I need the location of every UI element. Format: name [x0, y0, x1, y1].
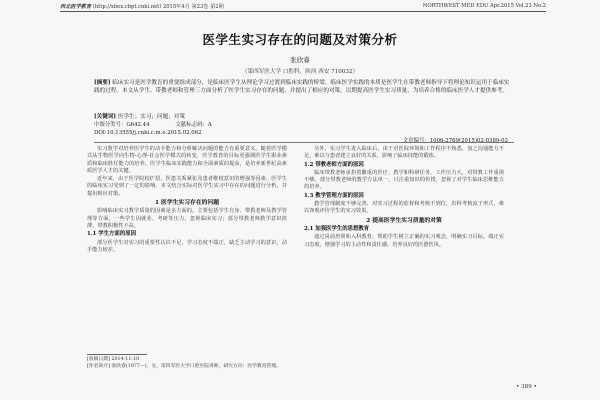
- clc-number: 中图分类号：G642.44: [94, 122, 150, 128]
- subsection-heading: 1.2 带教老师方面的原因: [304, 161, 364, 168]
- issue-en: NORTHWEST MED EDU Apr.2015 Vol.23 No.2: [422, 3, 546, 9]
- journal-url: (http://xbex.cbpt.cnki.net): [92, 4, 162, 10]
- footnote: [87, 357, 287, 370]
- paragraph: 实习教学对培养医学生的动手能力和分析解决问题的能力有重要意义。随着医学模式从生物医学向生物-心理-社会医学模式的转变，医学教育的目标更强调医学生职业素质和临床胜任能力的培养。医学生临床实践能力和全面素质的提高，是培养新世纪高素质医学人才的关键。: [87, 146, 287, 174]
- subsection-heading: 1.1 学生方面的原因: [87, 231, 136, 238]
- keywords-label: [关键词]: [94, 114, 117, 120]
- page-number: • 389 •: [516, 384, 537, 390]
- author-bio: [作者简介] 张欣睿(1977—)，女，第四军医大学口腔医院讲师，研究方向：医学教育管理。: [87, 363, 281, 369]
- section-heading: 1 医学生实习存在的问题: [154, 200, 220, 207]
- abstract-label: [摘要]: [94, 80, 111, 86]
- footnote-rule: [87, 354, 147, 355]
- paragraph: 影响临床实习教学质量的因素是多方面的，主要包括学生自身、带教老师及教学管理等方面。一些学生因就业、考研等压力，忽视临床实习；部分带教老师教学意识淡薄，带教积极性不高。: [87, 208, 287, 229]
- paragraph: 部分医学生对实习的重要性认识不足，学习态度不端正，缺乏主动学习的意识，动手能力较差。: [87, 239, 287, 253]
- paragraph: 另外，实习学生进入临床后，由于对医院环境和工作程序不熟悉，加之沟通能力不足，难以与患者建立良好的关系，影响了临床技能的锻炼。: [304, 146, 504, 160]
- running-header: [60, 3, 546, 10]
- author-affiliation: （第四军医大学 口腔科，陕西 西安 710032）: [241, 69, 359, 75]
- abstract-text: 临床实习是医学教育的重要组成部分，是临床医学生从理论学习过渡到临床实践的桥梁。临床医学实践的本质是医学生在带教老师指导下将理论知识运用于临床实践的过程。本文从学生、带教老师和管理三方面分析了医学生实习存在的问题，并提出了相应的对策，以期提高医学生实习质量，为培养合格的临床医学人才提供参考。: [94, 80, 510, 94]
- paragraph: 临床带教老师承担着繁重的医疗、教学和科研任务，工作压力大，对带教工作重视不够。部分带教老师的教学方法单一，只注重知识的传授，忽视了对学生临床思维能力的培养。: [304, 169, 504, 191]
- issue-cn: 2015年4月 第23卷 第2期: [162, 4, 224, 10]
- body-right-column: [304, 146, 504, 250]
- received-date: [收稿日期] 2014-11-10: [87, 357, 140, 362]
- paragraph: 近年来，由于医学院校扩招、医患关系紧张及患者维权意识的增强等因素，医学生的临床实习受到了一定的影响。本文结合实际对医学生实习中存在的问题进行分析，并提出相应对策。: [87, 176, 287, 197]
- abstract: [94, 79, 514, 95]
- keywords: [94, 112, 514, 120]
- header-rule: [60, 11, 546, 12]
- journal-name: 西北医学教育: [60, 4, 92, 10]
- paragraph: 通过岗前培训和入科教育，帮助学生树立正确的实习观念，明确实习目标，端正实习态度，增强学习的主动性和责任感，培养良好的医德医风。: [304, 234, 504, 248]
- keywords-text: 医学生；实习；问题；对策: [117, 114, 185, 120]
- doi: DOI:10.13555/j.cnki.c.m.e.2015.02.062: [94, 129, 202, 136]
- doc-code: 文献标志码：A: [175, 122, 212, 128]
- meta-rule: [94, 142, 514, 143]
- article-title: 医学生实习存在的问题及对策分析: [202, 32, 398, 47]
- subsection-heading: 2.1 加强医学生的思想教育: [304, 225, 370, 232]
- body-left-column: [87, 146, 287, 255]
- subsection-heading: 1.3 教学管理方面的原因: [304, 192, 364, 199]
- paragraph: 教学管理制度不够完善，对实习过程的监督和考核不到位，出科考核流于形式，难以客观评价学生的实习效果。: [304, 201, 504, 215]
- section-heading: 2 提高医学生实习质量的对策: [366, 217, 442, 224]
- author-name: 张欣睿: [290, 56, 310, 64]
- article-id: 文章编号：1006-2769(2015)02-0389-02: [402, 137, 508, 144]
